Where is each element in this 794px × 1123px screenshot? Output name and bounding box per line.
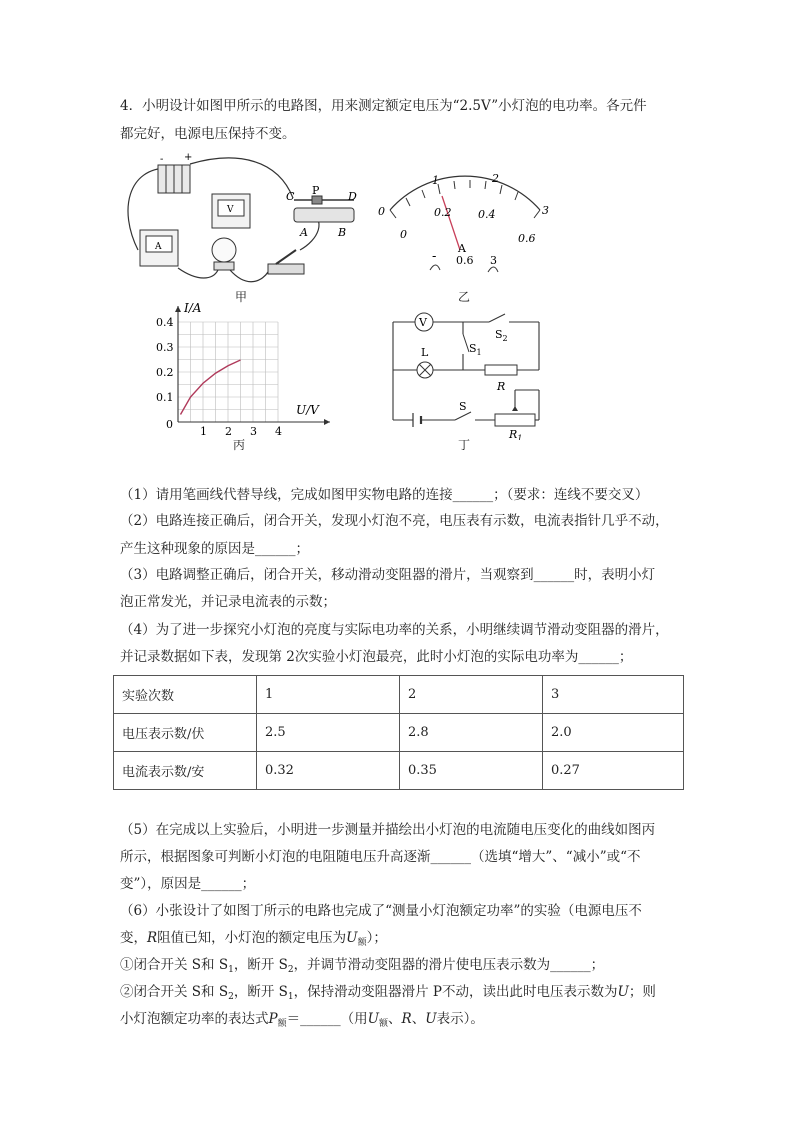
y-axis-arrow bbox=[175, 306, 181, 312]
y-axis-label: I/A bbox=[184, 301, 202, 315]
upper-scale-0: 0 bbox=[378, 205, 385, 218]
rheostat-symbol bbox=[495, 414, 535, 426]
table-cell: 电流表示数/安 bbox=[114, 752, 257, 790]
voltmeter-icon bbox=[212, 194, 250, 228]
switch-s2-icon bbox=[489, 314, 505, 322]
caption-bing: 丙 bbox=[233, 438, 246, 452]
table-row bbox=[114, 714, 684, 752]
caption-jia: 甲 bbox=[235, 290, 248, 304]
rheostat-slider-arrow bbox=[512, 406, 518, 411]
rheostat-icon bbox=[286, 184, 357, 239]
upper-scale-1: 1 bbox=[432, 174, 439, 187]
switch-s-label: S bbox=[459, 400, 467, 413]
table-cell: 2.8 bbox=[400, 714, 543, 752]
table-row bbox=[114, 752, 684, 790]
terminal-06: 0.6 bbox=[456, 254, 474, 267]
part4-line2: 并记录数据如下表，发现第 2次实验小灯泡最亮，此时小灯泡的实际电功率为______； bbox=[120, 649, 633, 665]
label-B: B bbox=[338, 226, 347, 239]
x-tick-label: 4 bbox=[275, 425, 282, 438]
table-cell: 2.0 bbox=[543, 714, 684, 752]
y-tick-label: 0.4 bbox=[156, 316, 174, 329]
terminal-knob bbox=[488, 267, 498, 272]
resistor-r-label: R bbox=[497, 380, 506, 393]
lower-scale-02: 0.2 bbox=[434, 206, 452, 219]
data-table bbox=[113, 675, 684, 790]
dial-ticks bbox=[390, 180, 540, 218]
caption-yi: 乙 bbox=[458, 290, 471, 304]
part3-line2: 泡正常发光，并记录电流表的示数； bbox=[120, 594, 336, 610]
battery-minus: - bbox=[160, 154, 164, 165]
part6-step1: ①闭合开关 S和 $S_1$，断开 $S_2$，并调节滑动变阻器的滑片使电压表示数为______； bbox=[120, 957, 605, 975]
y-tick-label: 0.1 bbox=[156, 391, 174, 404]
lower-scale-06: 0.6 bbox=[518, 232, 536, 245]
rheostat-label: $R_1$ bbox=[509, 428, 523, 440]
part5-line1: （5）在完成以上实验后，小明进一步测量并描绘出小灯泡的电流随电压变化的曲线如图丙 bbox=[120, 822, 656, 838]
x-tick-label: 2 bbox=[225, 425, 232, 438]
terminal-knob bbox=[430, 265, 440, 270]
battery-plus: + bbox=[184, 152, 193, 163]
switch-s2-label: $S_2$ bbox=[495, 328, 508, 343]
table-cell: 3 bbox=[543, 676, 684, 714]
chart-grid bbox=[178, 322, 278, 422]
label-D: D bbox=[348, 190, 357, 203]
upper-scale-3: 3 bbox=[542, 204, 549, 217]
lower-scale-04: 0.4 bbox=[478, 208, 496, 221]
resistor-r-symbol bbox=[485, 365, 517, 375]
part1: （1）请用笔画线代替导线，完成如图甲实物电路的连接______；（要求：连线不要交叉） bbox=[120, 487, 649, 503]
figure-jia bbox=[118, 150, 368, 302]
label-C: C bbox=[286, 190, 295, 203]
table-header-row bbox=[114, 676, 684, 714]
series-line bbox=[181, 360, 241, 415]
figure-yi bbox=[370, 160, 560, 290]
switch-s1-label: $S_1$ bbox=[469, 342, 482, 357]
y-tick-label: 0.3 bbox=[156, 341, 174, 354]
table-cell: 实验次数 bbox=[114, 676, 257, 714]
terminal-minus: - bbox=[432, 249, 437, 264]
caption-ding: 丁 bbox=[458, 438, 471, 452]
part4-line1: （4）为了进一步探究小灯泡的亮度与实际电功率的关系，小明继续调节滑动变阻器的滑片， bbox=[120, 622, 669, 638]
table-cell: 电压表示数/伏 bbox=[114, 714, 257, 752]
unit-A: A bbox=[458, 242, 466, 255]
lamp-symbol bbox=[417, 362, 433, 378]
x-axis-arrow bbox=[324, 419, 330, 425]
bulb-icon bbox=[212, 238, 236, 270]
label-A: A bbox=[300, 226, 308, 239]
x-axis-label: U/V bbox=[296, 403, 319, 417]
question-intro-line2: 都完好，电源电压保持不变。 bbox=[120, 126, 296, 142]
lower-scale-0: 0 bbox=[400, 228, 407, 241]
part6-line1: （6）小张设计了如图丁所示的电路也完成了“测量小灯泡额定功率”的实验（电源电压不 bbox=[120, 903, 642, 919]
part2-line2: 产生这种现象的原因是______； bbox=[120, 541, 309, 557]
part2-line1: （2）电路连接正确后，闭合开关，发现小灯泡不亮，电压表有示数，电流表指针几乎不动， bbox=[120, 513, 669, 529]
figure-ding bbox=[385, 310, 550, 440]
x-tick-label: 1 bbox=[200, 425, 207, 438]
upper-scale-2: 2 bbox=[492, 172, 499, 185]
lamp-label: L bbox=[421, 346, 429, 359]
part5-line3: 变”），原因是______； bbox=[120, 876, 256, 892]
question-intro-line1: 4．小明设计如图甲所示的电路图，用来测定额定电压为“2.5V”小灯泡的电功率。各元件 bbox=[120, 98, 647, 114]
part5-line2: 所示，根据图象可判断小灯泡的电阻随电压升高逐渐______（选填“增大”、“减小”或“不 bbox=[120, 849, 641, 865]
battery-symbol bbox=[413, 413, 421, 427]
wire bbox=[190, 158, 293, 198]
wire bbox=[230, 270, 268, 282]
voltmeter-label: V bbox=[227, 205, 234, 215]
table-cell: 0.35 bbox=[400, 752, 543, 790]
battery-icon bbox=[158, 152, 192, 193]
table-cell: 2.5 bbox=[257, 714, 400, 752]
table-cell: 1 bbox=[257, 676, 400, 714]
part6-step2: ②闭合开关 S和 $S_2$，断开 $S_1$，保持滑动变阻器滑片 P不动，读出此时电压表示数为U；则 bbox=[120, 984, 656, 1002]
table-cell: 0.27 bbox=[543, 752, 684, 790]
wire bbox=[178, 268, 218, 278]
origin-label: 0 bbox=[166, 418, 173, 431]
switch-s-icon bbox=[455, 412, 471, 420]
terminal-3: 3 bbox=[490, 254, 497, 267]
y-tick-label: 0.2 bbox=[156, 366, 174, 379]
part6-step3: 小灯泡额定功率的表达式$P_额=\_\_\_\_\_\_$（用$U_额$、R、U表示）。 bbox=[120, 1011, 484, 1029]
part6-line2: 变，R阻值已知，小灯泡的额定电压为$U_额$）； bbox=[120, 930, 387, 948]
part3-line1: （3）电路调整正确后，闭合开关，移动滑动变阻器的滑片，当观察到______时，表明小灯 bbox=[120, 567, 656, 583]
figure-bing bbox=[150, 300, 340, 440]
table-cell: 0.32 bbox=[257, 752, 400, 790]
label-P: P bbox=[312, 184, 320, 197]
ammeter-icon bbox=[140, 230, 178, 266]
x-tick-label: 3 bbox=[250, 425, 257, 438]
ammeter-label: A bbox=[155, 242, 162, 252]
voltmeter-symbol-label: V bbox=[419, 316, 427, 329]
table-cell: 2 bbox=[400, 676, 543, 714]
switch-icon bbox=[268, 250, 304, 274]
